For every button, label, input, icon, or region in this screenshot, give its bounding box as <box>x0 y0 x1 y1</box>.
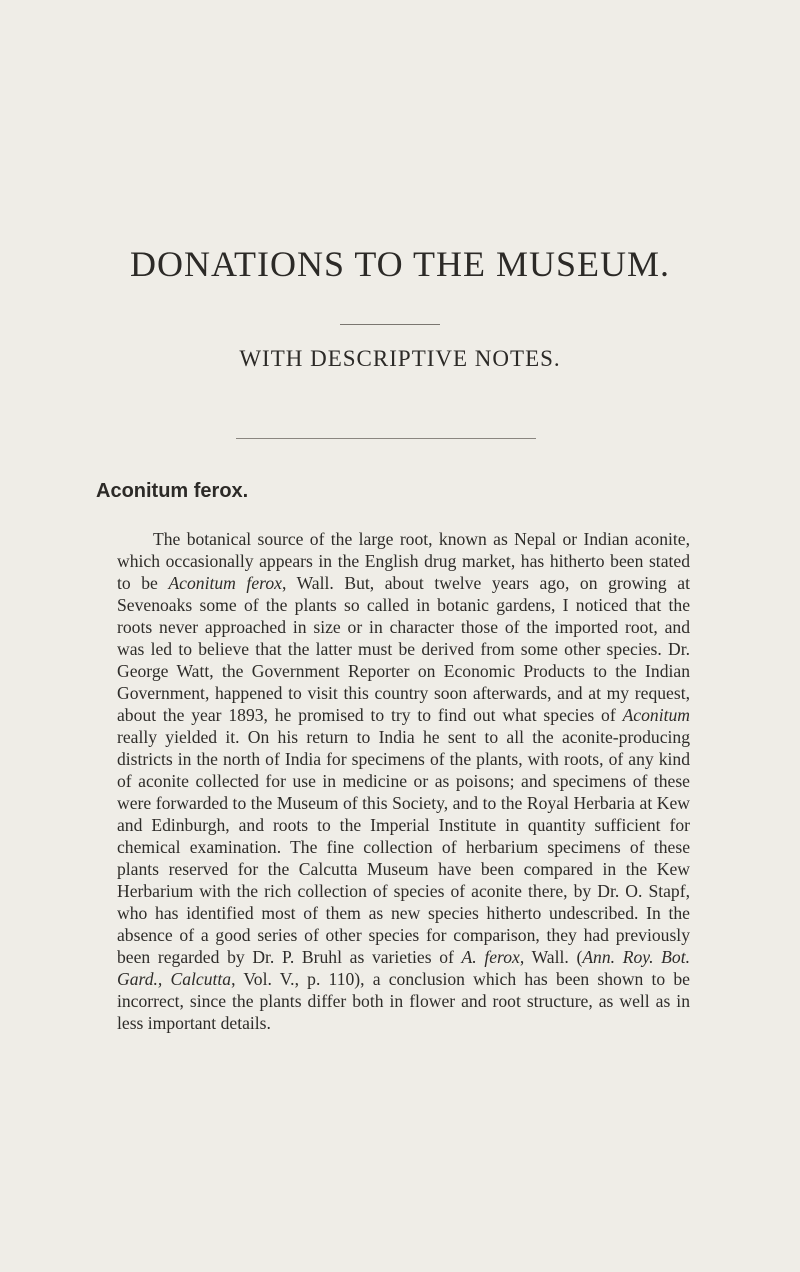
paragraph-text: really yielded it. On his return to India he sent to all the aconite-producing districts in the north of India for specimens of the plants, with roots, of any kind of aconite collected for use in medicine or as poisons; and specimens of these were forwarded to the Museum of this Society, and to the Royal Herbaria at Kew and Edinburgh, and roots to the Imperial Institute in quantity sufficient for chemical examination. The fine collection of herbarium specimens of these plants reserved for the Calcutta Museum have been compared in the Kew Herbarium with the rich collection of species of aconite there, by Dr. O. Stapf, who has identified most of them as new species hitherto undescribed. In the absence of a good series of other species for comparison, they had previously been regarded by Dr. P. Bruhl as varieties of <box>117 727 690 967</box>
citation-title: Ann. Roy. Bot. Gard., Calcutta <box>117 947 690 989</box>
paragraph-text: , Vol. V., p. 110), a conclusion which has been shown to be incorrect, since the plants differ both in flower and root structure, as well as in less important details. <box>117 969 690 1033</box>
paragraph-text: , Wall. ( <box>519 947 583 967</box>
paragraph-text: , Wall. But, about twelve years ago, on growing at Sevenoaks some of the plants so called in botanic gardens, I noticed that the roots never approached in size or in character those of the imported root, and was led to believe that the latter must be derived from some other species. Dr. George Watt, the Government Reporter on Economic Products to the Indian Government, happened to visit this country soon afterwards, and at my request, about the year 1893, he promised to try to find out what species of <box>117 573 690 725</box>
species-abbreviation: A. ferox <box>461 947 520 967</box>
species-name: Aconitum ferox <box>168 573 282 593</box>
genus-name: Aconitum <box>622 705 690 725</box>
page-title: DONATIONS TO THE MUSEUM. <box>129 244 671 284</box>
page-subtitle: WITH DESCRIPTIVE NOTES. <box>239 346 561 371</box>
body-paragraph <box>117 528 690 1034</box>
paragraph-text: The botanical source of the large root, known as Nepal or Indian aconite, which occasionally appears in the English drug market, has hitherto been stated to be <box>117 529 690 593</box>
title-divider <box>340 324 440 325</box>
section-heading: Aconitum ferox. <box>96 480 249 502</box>
section-divider <box>236 438 536 439</box>
